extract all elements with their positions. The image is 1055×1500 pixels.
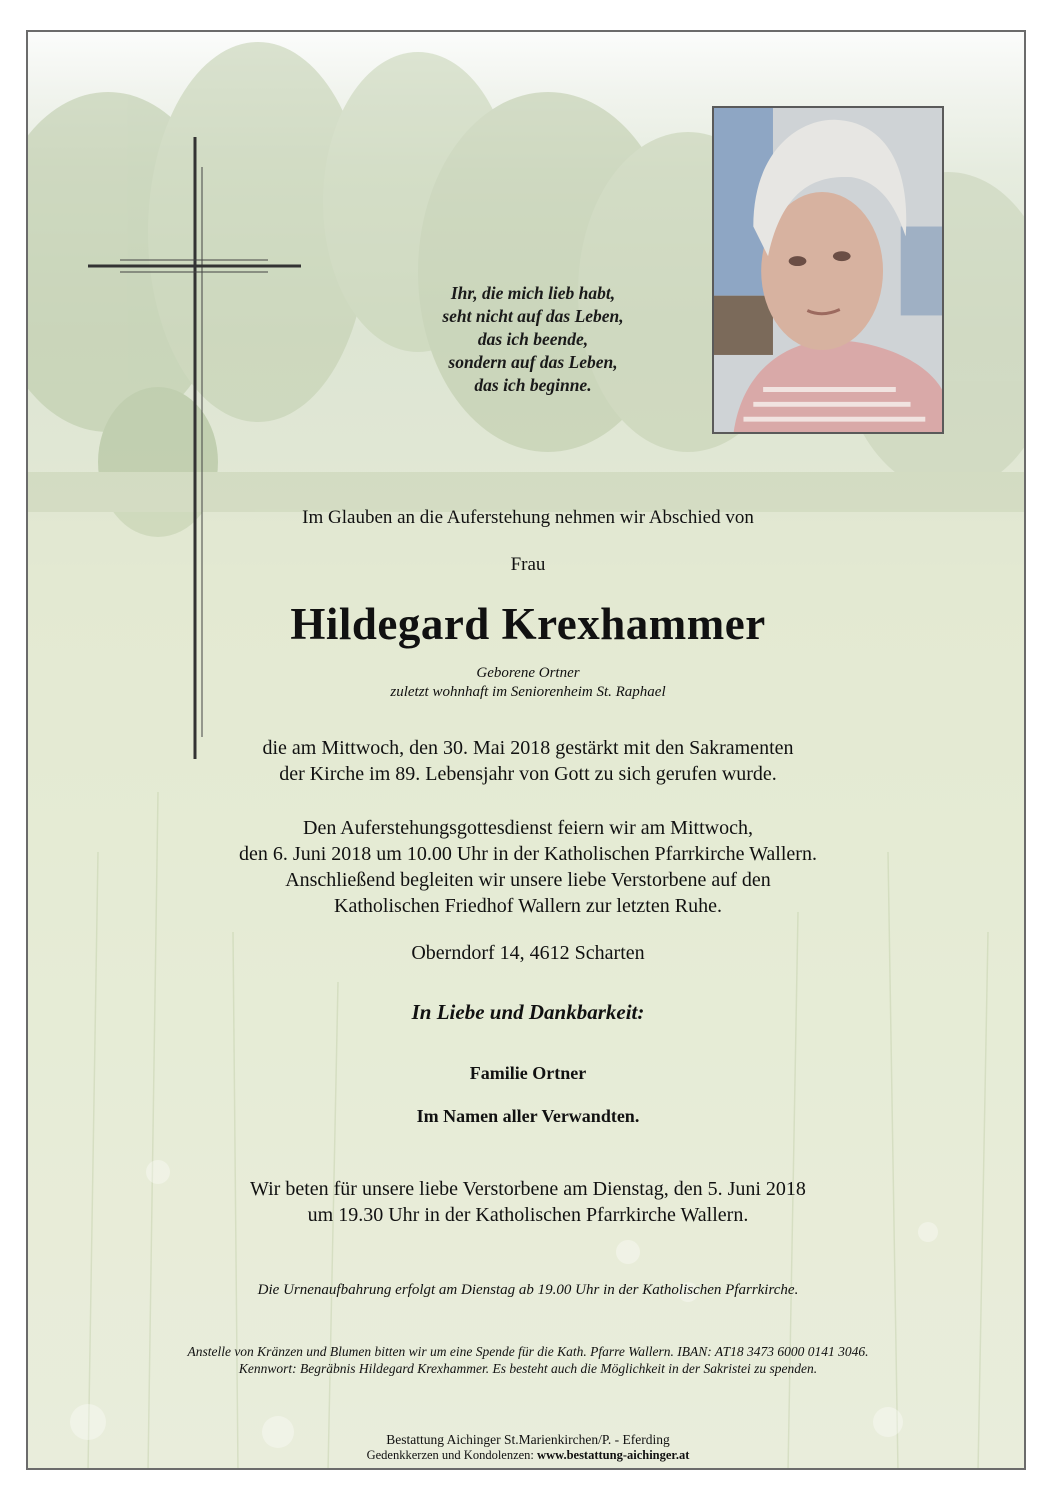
quote-line: sondern auf das Leben, [448,352,618,372]
service-line: Katholischen Friedhof Wallern zur letzten Ruhe. [334,895,722,917]
funeral-home: Bestattung Aichinger St.Marienkirchen/P. - Eferding [386,1432,670,1447]
quote-line: seht nicht auf das Leben, [442,306,624,326]
urn-viewing-note: Die Urnenaufbahrung erfolgt am Dienstag ab 19.00 Uhr in der Katholischen Pfarrkirche. [257,1282,799,1298]
service-line: Anschließend begleiten wir unsere liebe Verstorbene auf den [285,869,771,891]
cross-icon [28,32,328,772]
service-line: den 6. Juni 2018 um 10.00 Uhr in der Katholischen Pfarrkirche Wallern. [239,843,817,865]
condolence-label: Gedenkkerzen und Kondolenzen: [366,1448,538,1462]
quote-line: das ich beende, [477,329,589,349]
deceased-name: Hildegard Krexhammer [290,599,766,649]
last-residence: zuletzt wohnhaft im Seniorenheim St. Raphael [390,684,666,700]
thanks-heading: In Liebe und Dankbarkeit: [411,1000,645,1024]
donation-line: Kennwort: Begräbnis Hildegard Krexhammer. Es besteht auch die Möglichkeit in der Sakristei zu spenden. [238,1361,818,1376]
website-link[interactable]: www.bestattung-aichinger.at [537,1448,690,1462]
death-line: der Kirche im 89. Lebensjahr von Gott zu sich gerufen wurde. [279,763,777,785]
intro-text: Im Glauben an die Auferstehung nehmen wir Abschied von [302,507,754,528]
death-announcement [28,735,1026,787]
maiden-name: Geborene Ortner [476,665,580,681]
quote-line: das ich beginne. [474,375,592,395]
address: Oberndorf 14, 4612 Scharten [411,942,645,964]
salutation: Frau [510,554,546,575]
prayer-line: Wir beten für unsere liebe Verstorbene am Dienstag, den 5. Juni 2018 [250,1178,806,1200]
prayer-details [28,1176,1026,1228]
obituary-frame [26,30,1026,1470]
donation-line: Anstelle von Kränzen und Blumen bitten wir um eine Spende für die Kath. Pfarre Wallern. IBAN: AT18 3473 6000 0141 3046. [187,1344,869,1359]
service-details [28,815,1026,919]
prayer-line: um 19.30 Uhr in der Katholischen Pfarrkirche Wallern. [307,1204,749,1226]
relatives-line: Im Namen aller Verwandten. [416,1106,640,1126]
death-line: die am Mittwoch, den 30. Mai 2018 gestärkt mit den Sakramenten [262,737,794,759]
service-line: Den Auferstehungsgottesdienst feiern wir am Mittwoch, [303,817,753,839]
family-name: Familie Ortner [469,1063,587,1083]
quote-line: Ihr, die mich lieb habt, [450,283,616,303]
donation-note [28,1343,1026,1377]
portrait-photo [712,106,944,434]
condolence-line [28,1448,1026,1463]
memorial-quote [398,282,668,397]
